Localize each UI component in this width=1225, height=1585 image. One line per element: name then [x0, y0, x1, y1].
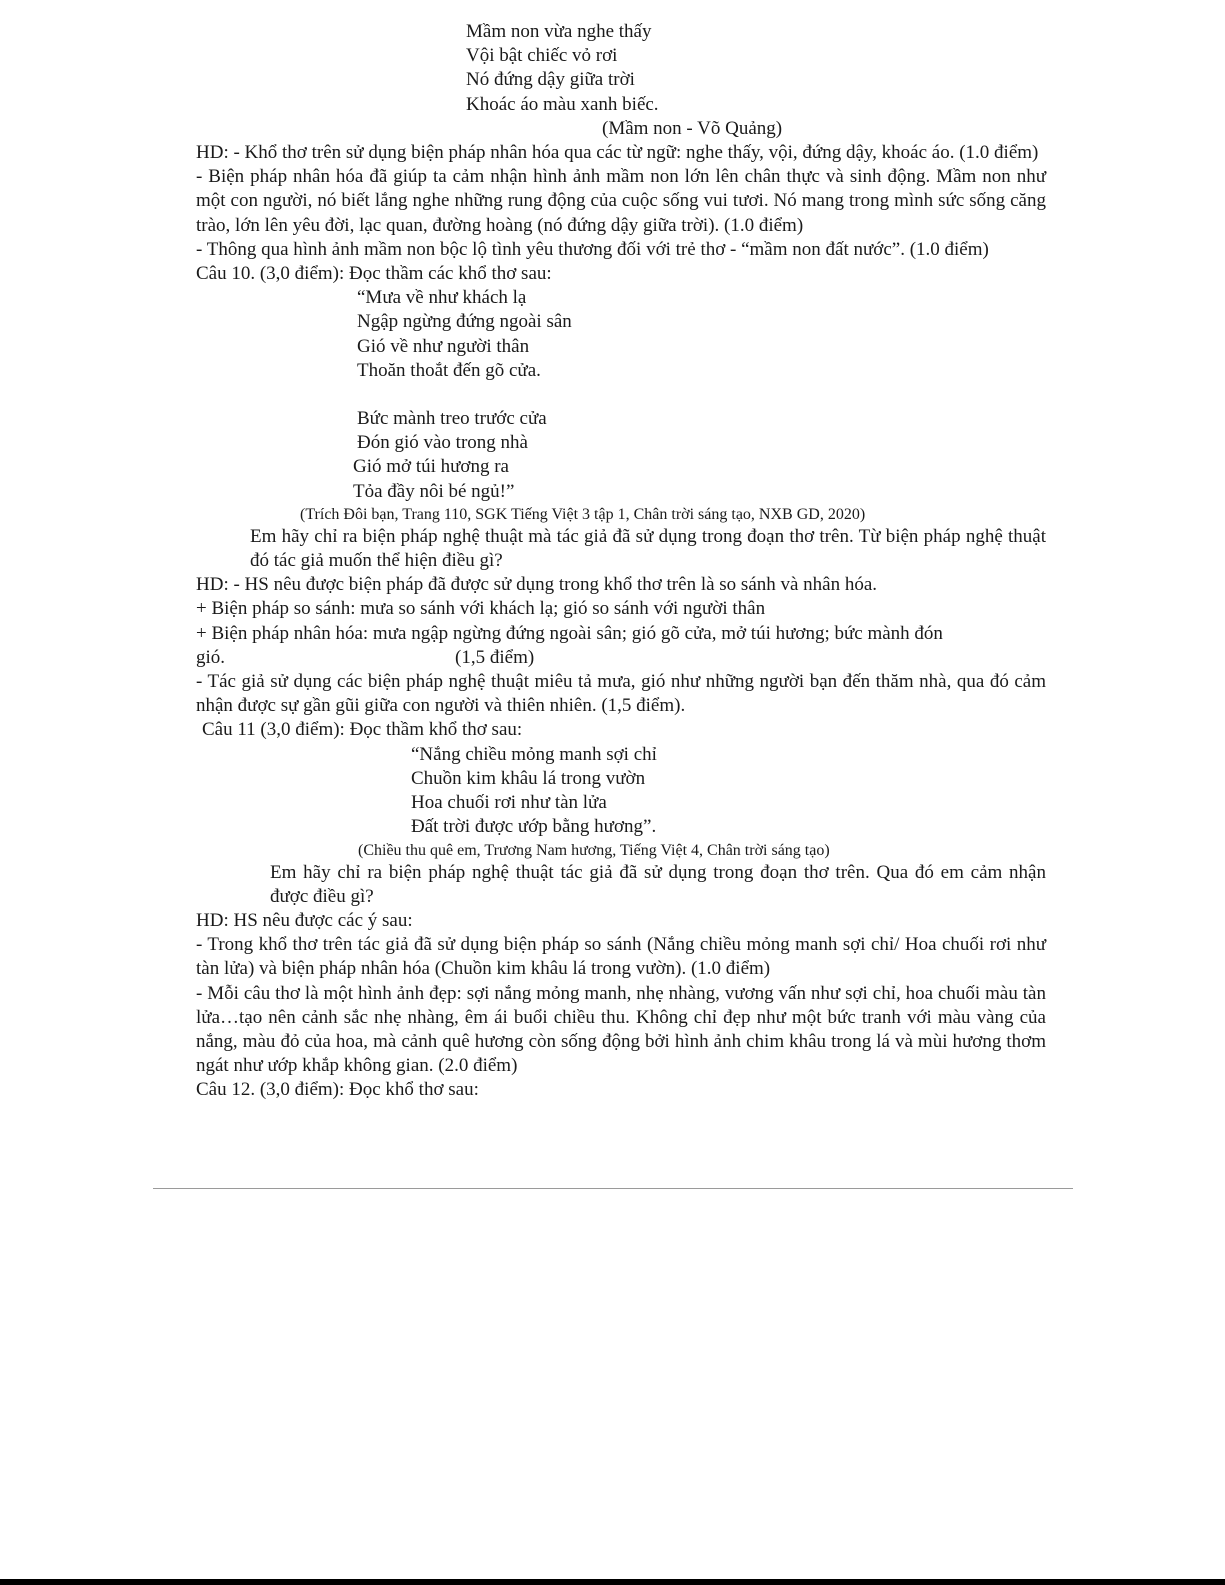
poem-line: “Mưa về như khách lạ [357, 287, 527, 309]
answer-paragraph: - Biện pháp nhân hóa đã giúp ta cảm nhận hình ảnh mầm non lớn lên chân thực và sinh động. Mầm non như một con người, nó biết lắng nghe những rung động của cuộc sống vui tươi. Nó mang trong mình sức sống căng trào, lớn lên yêu đời, lạc quan, đường hoàng (nó đứng dậy giữa trời). (1.0 điểm) [196, 166, 1046, 236]
poem-line: Thoăn thoắt đến gõ cửa. [357, 359, 541, 381]
answer-line: HD: - HS nêu được biện pháp đã được sử dụng trong khổ thơ trên là so sánh và nhân hóa. [196, 574, 878, 596]
score-label: (1,5 điểm) [455, 646, 535, 668]
answer-paragraph: HD: - Khổ thơ trên sử dụng biện pháp nhân hóa qua các từ ngữ: nghe thấy, vội, đứng dậy, khoác áo. (1.0 điểm) [196, 142, 1039, 164]
page-divider [153, 1188, 1073, 1189]
poem-line: Hoa chuối rơi như tàn lửa [411, 792, 607, 814]
question-heading: Câu 10. (3,0 điểm): Đọc thầm các khổ thơ sau: [196, 263, 552, 285]
poem-line: Tỏa đầy nôi bé ngủ!” [353, 480, 515, 502]
poem-source: (Mầm non - Võ Quảng) [602, 117, 783, 139]
answer-line: HD: HS nêu được các ý sau: [196, 909, 413, 931]
poem-line: Gió mở túi hương ra [353, 456, 509, 478]
bottom-border [0, 1579, 1225, 1585]
document-body [196, 20, 1046, 1103]
poem-source: (Trích Đôi bạn, Trang 110, SGK Tiếng Việt 3 tập 1, Chân trời sáng tạo, NXB GD, 2020) [300, 505, 866, 523]
poem-line: “Nắng chiều mỏng manh sợi chỉ [411, 743, 657, 765]
stanza-gap [196, 383, 1046, 407]
answer-line: + Biện pháp so sánh: mưa so sánh với khách lạ; gió so sánh với người thân [196, 598, 766, 620]
poem-line: Vội bật chiếc vỏ rơi [466, 45, 618, 67]
poem-line: Đất trời được ướp bằng hương”. [411, 816, 657, 838]
answer-text: gió. [196, 646, 226, 668]
poem-line: Đón gió vào trong nhà [357, 432, 528, 454]
poem-line: Mầm non vừa nghe thấy [466, 21, 652, 42]
answer-paragraph: - Mỗi câu thơ là một hình ảnh đẹp: sợi nắng mỏng manh, nhẹ nhàng, vương vấn như sợi chỉ, hoa chuối màu tàn lửa…tạo nên cảnh sắc nhẹ nhàng, êm ái buổi chiều thu. Không chỉ đẹp như một bức tranh với màu vàng của nắng, màu đỏ của hoa, mà cảnh quê hương còn sống động bởi hình ảnh chim khâu trong lá và mùi hương thơm ngát như ướp khắp không gian. (2.0 điểm) [196, 982, 1046, 1077]
answer-paragraph: - Thông qua hình ảnh mầm non bộc lộ tình yêu thương đối với trẻ thơ - “mầm non đất nước”. (1.0 điểm) [196, 238, 989, 260]
poem-line: Khoác áo màu xanh biếc. [466, 93, 659, 115]
question-text: Em hãy chỉ ra biện pháp nghệ thuật tác giả đã sử dụng trong đoạn thơ trên. Qua đó em cảm nhận được điều gì? [270, 861, 1046, 907]
poem-line: Ngập ngừng đứng ngoài sân [357, 311, 572, 333]
answer-line: + Biện pháp nhân hóa: mưa ngập ngừng đứng ngoài sân; gió gõ cửa, mở túi hương; bức mành đón [196, 622, 943, 644]
question-heading: Câu 12. (3,0 điểm): Đọc khổ thơ sau: [196, 1079, 479, 1101]
poem-line: Chuồn kim khâu lá trong vườn [411, 767, 646, 789]
answer-paragraph: - Trong khổ thơ trên tác giả đã sử dụng biện pháp so sánh (Nắng chiều mỏng manh sợi chỉ/ Hoa chuối rơi như tàn lửa) và biện pháp nhân hóa (Chuồn kim khâu lá trong vườn). (1.0 điểm) [196, 934, 1046, 980]
poem-source: (Chiều thu quê em, Trương Nam hương, Tiếng Việt 4, Chân trời sáng tạo) [358, 841, 830, 859]
poem-line: Bức mành treo trước cửa [357, 408, 547, 430]
poem-line: Nó đứng dậy giữa trời [466, 69, 635, 91]
poem-line: Gió về như người thân [357, 335, 530, 357]
answer-line-continued [196, 646, 1046, 670]
question-heading: Câu 11 (3,0 điểm): Đọc thầm khổ thơ sau: [202, 719, 523, 741]
answer-paragraph: - Tác giả sử dụng các biện pháp nghệ thuật miêu tả mưa, gió như những người bạn đến thăm nhà, qua đó cảm nhận được sự gần gũi giữa con người và thiên nhiên. (1,5 điểm). [196, 671, 1046, 717]
question-text: Em hãy chỉ ra biện pháp nghệ thuật mà tác giả đã sử dụng trong đoạn thơ trên. Từ biện pháp nghệ thuật đó tác giả muốn thể hiện điều gì? [250, 525, 1046, 572]
